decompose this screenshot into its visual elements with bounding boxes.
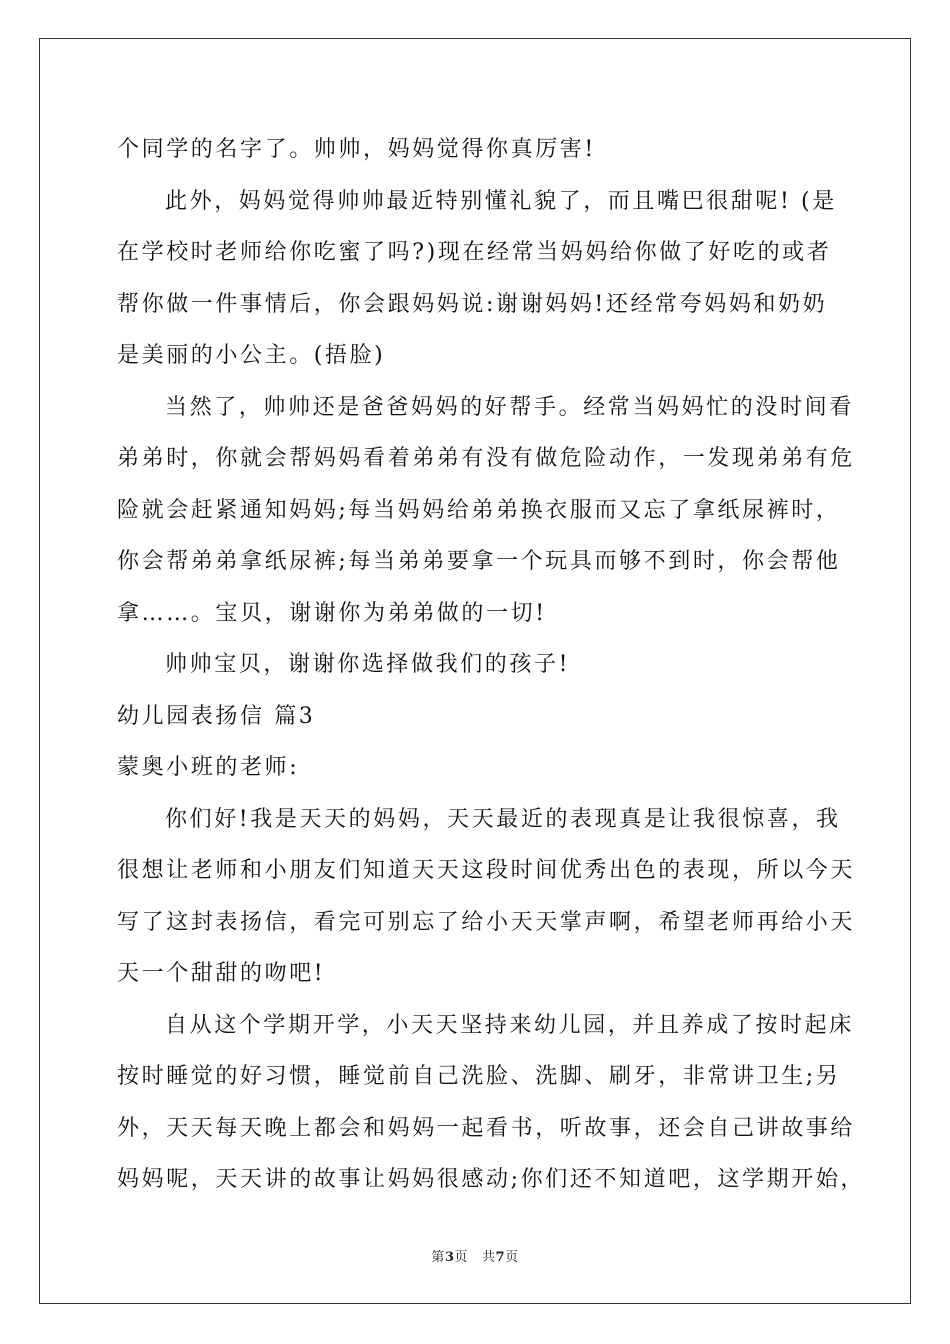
text-line: 弟弟时，你就会帮妈妈看着弟弟有没有做危险动作，一发现弟弟有危: [117, 446, 856, 471]
text-line: 帮你做一件事情后，你会跟妈妈说:谢谢妈妈!还经常夸妈妈和奶奶: [117, 291, 828, 317]
page-footer: [0, 1246, 950, 1265]
page-number: 3: [444, 1250, 455, 1265]
total-suffix: 页: [505, 1250, 519, 1265]
paragraph-start: 你们好!我是天天的妈妈，天天最近的表现真是让我很惊喜，我: [165, 806, 841, 832]
text-line: 险就会赶紧通知妈妈;每当妈妈给弟弟换衣服而又忘了拿纸尿裤时，: [117, 497, 841, 523]
paragraph-start: 自从这个学期开学，小天天坚持来幼儿园，并且养成了按时起床: [165, 1012, 854, 1038]
paragraph-start: 帅帅宝贝，谢谢你选择做我们的孩子!: [165, 652, 571, 677]
text-line: 个同学的名字了。帅帅，妈妈觉得你真厉害!: [117, 137, 596, 162]
total-pages: 7: [495, 1250, 506, 1265]
salutation: 蒙奥小班的老师:: [117, 755, 300, 780]
text-line: 妈妈呢，天天讲的故事让妈妈很感动;你们还不知道吧，这学期开始，: [117, 1167, 866, 1192]
text-line: 你会帮弟弟拿纸尿裤;每当弟弟要拿一个玩具而够不到时，你会帮他: [117, 549, 841, 574]
section-heading: 幼儿园表扬信 篇3: [117, 703, 316, 729]
text-line: 天一个甜甜的吻吧!: [117, 961, 326, 986]
text-line: 写了这封表扬信，看完可别忘了给小天天掌声啊，希望老师再给小天: [117, 909, 856, 935]
page-prefix: 第: [431, 1250, 445, 1265]
page-suffix: 页: [454, 1250, 468, 1265]
total-prefix: 共: [482, 1250, 496, 1265]
paragraph-start: 此外，妈妈觉得帅帅最近特别懂礼貌了，而且嘴巴很甜呢! (是: [165, 188, 837, 214]
text-line: 拿……。宝贝，谢谢你为弟弟做的一切!: [117, 600, 547, 626]
text-line: 在学校时老师给你吃蜜了吗?)现在经常当妈妈给你做了好吃的或者: [117, 240, 832, 265]
text-line: 外，天天每天晚上都会和妈妈一起看书，听故事，还会自己讲故事给: [117, 1115, 856, 1141]
text-line: 按时睡觉的好习惯，睡觉前自己洗脸、洗脚、刷牙，非常讲卫生;另: [117, 1064, 841, 1089]
document-body: [117, 124, 866, 1206]
text-line: 是美丽的小公主。(捂脸): [117, 343, 386, 368]
paragraph-start: 当然了，帅帅还是爸爸妈妈的好帮手。经常当妈妈忙的没时间看: [165, 394, 854, 420]
text-line: 很想让老师和小朋友们知道天天这段时间优秀出色的表现，所以今天: [117, 858, 856, 883]
